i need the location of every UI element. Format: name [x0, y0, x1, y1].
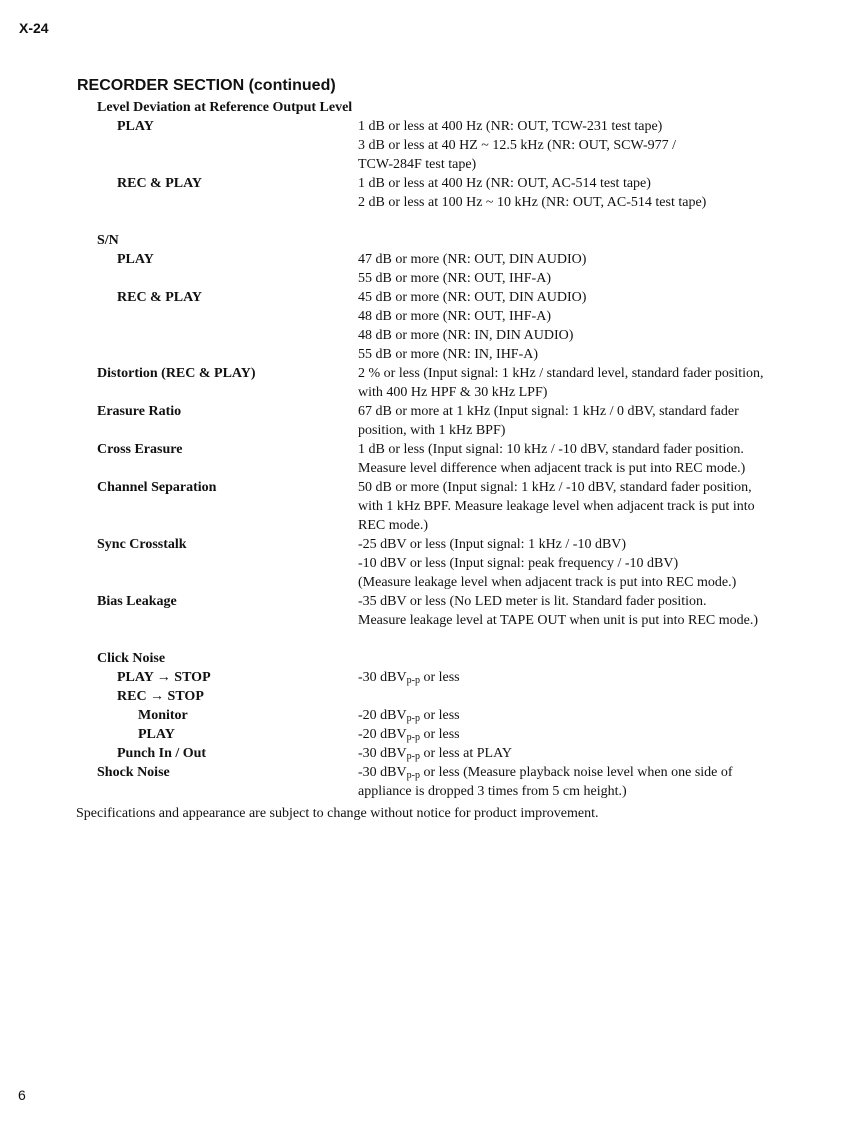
spec-value-text: TCW-284F test tape): [358, 157, 477, 172]
spec-row: [0, 174, 866, 193]
spec-value-text: -10 dBV or less (Input signal: peak frequency / -10 dBV): [358, 556, 679, 571]
spec-value: [358, 402, 739, 421]
spec-row: [0, 345, 866, 364]
spec-row: [0, 383, 866, 402]
spec-value: [358, 117, 662, 136]
spec-row: [0, 136, 866, 155]
spec-row: [0, 725, 866, 744]
spec-value: [358, 136, 676, 155]
spec-row: [0, 535, 866, 554]
spec-label: Sync Crosstalk: [97, 537, 187, 552]
spec-table: [0, 98, 866, 801]
spec-value-text: -30 dBV: [358, 746, 407, 761]
spec-value: [358, 193, 706, 212]
spec-value-text: Measure level difference when adjacent track is put into REC mode.): [358, 461, 746, 476]
spec-value-text: REC mode.): [358, 518, 428, 533]
spec-label: PLAY: [138, 727, 175, 742]
spec-value-text: 3 dB or less at 40 HZ ~ 12.5 kHz (NR: OUT, SCW-977 /: [358, 138, 677, 153]
spec-value-text: -25 dBV or less (Input signal: 1 kHz / -10 dBV): [358, 537, 627, 552]
spec-value-suffix: or less: [419, 727, 460, 742]
spec-value: [358, 288, 586, 307]
spec-value-text: appliance is dropped 3 times from 5 cm height.): [358, 784, 627, 799]
section-title: RECORDER SECTION (continued): [77, 77, 336, 94]
spec-label: REC & PLAY: [117, 176, 203, 191]
spec-label: Shock Noise: [97, 765, 170, 780]
spec-label: Click Noise: [97, 651, 166, 666]
spec-value-subscript: p-p: [406, 751, 420, 762]
spec-label: Erasure Ratio: [97, 404, 182, 419]
spec-row: [0, 193, 866, 212]
spec-value: [358, 364, 764, 383]
spec-label: Cross Erasure: [97, 442, 183, 457]
spec-value-suffix: or less at PLAY: [419, 746, 513, 761]
spec-value-subscript: p-p: [406, 732, 420, 743]
spec-label: PLAY → STOP: [117, 670, 211, 685]
spec-row: [0, 706, 866, 725]
spec-value-text: 67 dB or more at 1 kHz (Input signal: 1 kHz / 0 dBV, standard fader: [358, 404, 739, 419]
spec-row: [0, 307, 866, 326]
spec-value: [358, 421, 505, 440]
spec-value-text: 2 % or less (Input signal: 1 kHz / standard level, standard fader position,: [358, 366, 764, 381]
spec-value-text: position, with 1 kHz BPF): [358, 423, 506, 438]
spec-value: [358, 174, 651, 193]
spec-label: S/N: [97, 233, 119, 248]
spec-value-text: 1 dB or less at 400 Hz (NR: OUT, AC-514 test tape): [358, 176, 651, 191]
spec-row: [0, 117, 866, 136]
spec-value-suffix: or less: [419, 670, 460, 685]
spec-row: [0, 155, 866, 174]
spec-value: [358, 250, 586, 269]
spec-value: [358, 573, 736, 592]
spec-value-text: 1 dB or less (Input signal: 10 kHz / -10 dBV, standard fader position.: [358, 442, 744, 457]
spec-row: [0, 763, 866, 782]
spec-value-text: 50 dB or more (Input signal: 1 kHz / -10 dBV, standard fader position,: [358, 480, 752, 495]
spec-label: Channel Separation: [97, 480, 217, 495]
spec-label: REC & PLAY: [117, 290, 203, 305]
spec-row: [0, 497, 866, 516]
row-spacer: [0, 212, 866, 231]
spec-value: [358, 592, 707, 611]
spec-row: [0, 554, 866, 573]
spec-value: [358, 516, 428, 535]
spec-value: [358, 782, 627, 801]
spec-label: Bias Leakage: [97, 594, 177, 609]
spec-value: [358, 459, 745, 478]
spec-value-text: -30 dBV: [358, 670, 407, 685]
page-number: 6: [18, 1087, 26, 1103]
spec-row: [0, 459, 866, 478]
spec-label: Punch In / Out: [117, 746, 207, 761]
spec-row: [0, 744, 866, 763]
spec-label: PLAY: [117, 119, 154, 134]
spec-row: [0, 687, 866, 706]
row-spacer: [0, 630, 866, 649]
spec-value-subscript: p-p: [406, 675, 420, 686]
spec-row: [0, 98, 866, 117]
spec-value-text: with 1 kHz BPF. Measure leakage level when adjacent track is put into: [358, 499, 755, 514]
spec-value: [358, 269, 551, 288]
spec-label: Monitor: [138, 708, 188, 723]
spec-value-text: -20 dBV: [358, 708, 407, 723]
spec-value: [358, 611, 758, 630]
spec-row: [0, 611, 866, 630]
spec-value-text: -20 dBV: [358, 727, 407, 742]
spec-value: [358, 497, 755, 516]
spec-value-text: 45 dB or more (NR: OUT, DIN AUDIO): [358, 290, 587, 305]
spec-value: [358, 155, 476, 174]
spec-row: [0, 478, 866, 497]
spec-row: [0, 516, 866, 535]
spec-label: Level Deviation at Reference Output Level: [97, 100, 353, 115]
spec-row: [0, 421, 866, 440]
spec-row: [0, 288, 866, 307]
spec-row: [0, 592, 866, 611]
spec-value-subscript: p-p: [406, 770, 420, 781]
spec-value: [358, 345, 538, 364]
spec-value: [358, 535, 626, 554]
spec-value: [358, 383, 547, 402]
spec-row: [0, 668, 866, 687]
document-code: X-24: [19, 20, 49, 36]
spec-row: [0, 402, 866, 421]
spec-row: [0, 231, 866, 250]
spec-row: [0, 782, 866, 801]
spec-value-text: (Measure leakage level when adjacent track is put into REC mode.): [358, 575, 737, 590]
spec-row: [0, 269, 866, 288]
spec-value: [358, 326, 573, 345]
spec-value-suffix: or less (Measure playback noise level when one side of: [419, 765, 733, 780]
spec-value-text: 47 dB or more (NR: OUT, DIN AUDIO): [358, 252, 587, 267]
spec-value-text: 55 dB or more (NR: OUT, IHF-A): [358, 271, 551, 286]
spec-value-text: 2 dB or less at 100 Hz ~ 10 kHz (NR: OUT, AC-514 test tape): [358, 195, 707, 210]
spec-label: Distortion (REC & PLAY): [97, 366, 256, 381]
spec-row: [0, 649, 866, 668]
spec-label: REC → STOP: [117, 689, 204, 704]
spec-value-text: 48 dB or more (NR: OUT, IHF-A): [358, 309, 551, 324]
spec-value-text: with 400 Hz HPF & 30 kHz LPF): [358, 385, 548, 400]
footer-note: Specifications and appearance are subject to change without notice for product improvement.: [76, 806, 599, 821]
spec-value: [358, 478, 752, 497]
spec-row: [0, 573, 866, 592]
spec-row: [0, 250, 866, 269]
spec-label: PLAY: [117, 252, 154, 267]
spec-value-text: -30 dBV: [358, 765, 407, 780]
spec-value: [358, 307, 551, 326]
spec-value: [358, 554, 678, 573]
spec-row: [0, 440, 866, 459]
spec-row: [0, 364, 866, 383]
spec-value-text: -35 dBV or less (No LED meter is lit. Standard fader position.: [358, 594, 707, 609]
spec-value: [358, 440, 744, 459]
spec-row: [0, 326, 866, 345]
spec-value-suffix: or less: [419, 708, 460, 723]
spec-value-text: 55 dB or more (NR: IN, IHF-A): [358, 347, 539, 362]
spec-value-text: 1 dB or less at 400 Hz (NR: OUT, TCW-231 test tape): [358, 119, 663, 134]
spec-value-text: Measure leakage level at TAPE OUT when unit is put into REC mode.): [358, 613, 759, 628]
spec-value-subscript: p-p: [406, 713, 420, 724]
spec-value-text: 48 dB or more (NR: IN, DIN AUDIO): [358, 328, 574, 343]
